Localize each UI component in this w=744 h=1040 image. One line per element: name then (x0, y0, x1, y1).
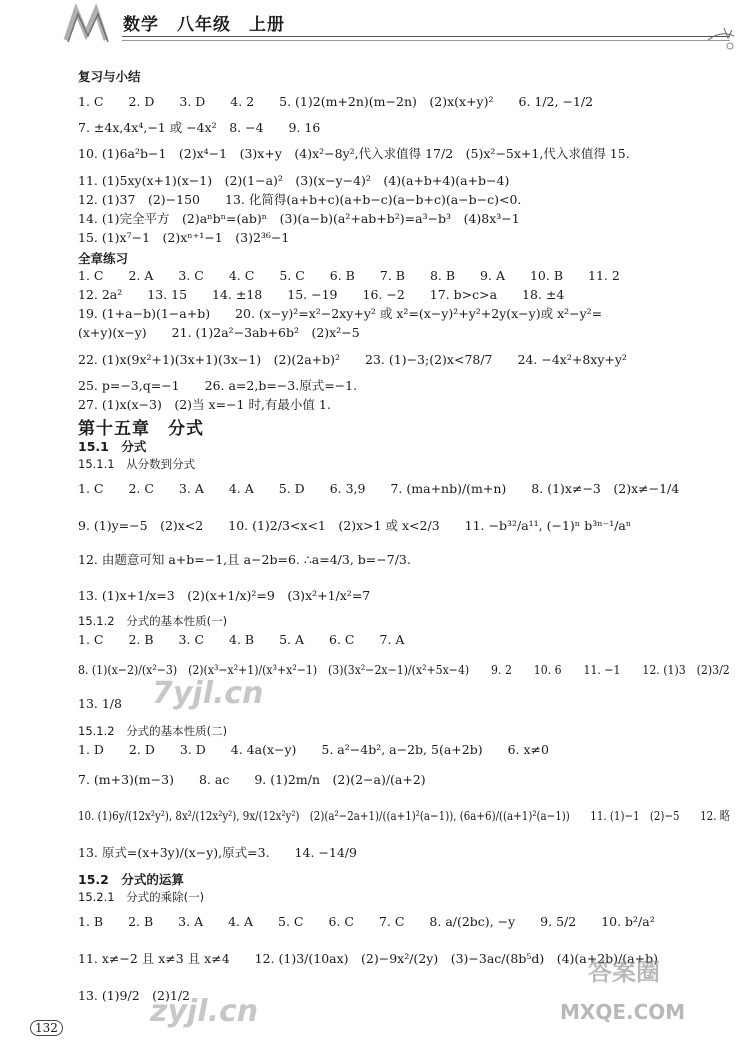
watermark-text: MXQE.COM (560, 1000, 686, 1024)
answer-line: 13. 原式=(x+3y)/(x−y),原式=3. 14. −14/9 (78, 845, 357, 860)
chapter-heading: 第十五章 分式 (78, 419, 204, 439)
answer-line: 14. (1)完全平方 (2)aⁿbⁿ=(ab)ⁿ (3)(a−b)(a²+ab+b²)=a³−b³ (4)8x³−1 (78, 211, 520, 226)
answer-line: 13. 1/8 (78, 696, 122, 711)
answer-line: 19. (1+a−b)(1−a+b) 20. (x−y)²=x²−2xy+y² 或 x²=(x−y)²+y²+2y(x−y)或 x²−y²= (78, 306, 603, 321)
answer-line: 9. (1)y=−5 (2)x<2 10. (1)2/3<x<1 (2)x>1 或 x<2/3 11. −b³²/a¹¹, (−1)ⁿ b³ⁿ⁻¹/aⁿ (78, 518, 632, 533)
chapter-logo-icon (62, 4, 120, 44)
answer-line: 7. ±4x,4x⁴,−1 或 −4x² 8. −4 9. 16 (78, 120, 321, 135)
section-heading: 全章练习 (78, 251, 129, 266)
answer-line: 12. (1)37 (2)−150 13. 化简得(a+b+c)(a+b−c)(a−b+c)(a−b−c)<0. (78, 192, 522, 207)
corner-ornament-icon (706, 26, 736, 52)
answer-line: 13. (1)9/2 (2)1/2 (78, 988, 190, 1003)
section-heading: 15.1.2 分式的基本性质(二) (78, 724, 228, 738)
answer-line: 13. (1)x+1/x=3 (2)(x+1/x)²=9 (3)x²+1/x²=7 (78, 588, 371, 603)
answer-line: 1. C 2. A 3. C 4. C 5. C 6. B 7. B 8. B 9. A 10. B 11. 2 (78, 268, 620, 283)
section-heading: 15.2.1 分式的乘除(一) (78, 890, 205, 904)
answer-line: 1. D 2. D 3. D 4. 4a(x−y) 5. a²−4b², a−2b, 5(a+2b) 6. x≠0 (78, 742, 549, 757)
answer-line: 1. B 2. B 3. A 4. A 5. C 6. C 7. C 8. a/(2bc), −y 9. 5/2 10. b²/a² (78, 914, 655, 929)
section-heading: 15.1.2 分式的基本性质(一) (78, 614, 228, 628)
section-heading: 15.2 分式的运算 (78, 872, 184, 887)
answer-line: 27. (1)x(x−3) (2)当 x=−1 时,有最小值 1. (78, 397, 331, 412)
answer-line: 10. (1)6y/(12x²y²), 8x²/(12x²y²), 9x/(12x²y²) (2)(a²−2a+1)/((a+1)²(a−1)), (6a+6)/((a+1)²(a−1)) 11. (1)−1 (2)−5 12. 略 (78, 808, 731, 823)
answer-line: 7. (m+3)(m−3) 8. ac 9. (1)2m/n (2)(2−a)/(a+2) (78, 772, 426, 787)
answer-line: 15. (1)x⁷−1 (2)xⁿ⁺¹−1 (3)2³⁶−1 (78, 230, 290, 245)
header-title: 数学 八年级 上册 (123, 15, 285, 35)
watermark-text: 答案圈 (588, 958, 660, 986)
answer-line: 12. 2a² 13. 15 14. ±18 15. −19 16. −2 17. b>c>a 18. ±4 (78, 287, 565, 302)
answer-line: 11. x≠−2 且 x≠3 且 x≠4 12. (1)3/(10ax) (2)−9x²/(2y) (3)−3ac/(8b⁵d) (4)(a+2b)/(a+b) (78, 951, 658, 966)
answer-line: (x+y)(x−y) 21. (1)2a²−3ab+6b² (2)x²−5 (78, 325, 360, 340)
answer-line: 12. 由题意可知 a+b=−1,且 a−2b=6. ∴a=4/3, b=−7/3. (78, 552, 411, 567)
page-number: 132 (30, 1020, 63, 1036)
answer-line: 25. p=−3,q=−1 26. a=2,b=−3.原式=−1. (78, 378, 358, 393)
answer-line: 1. C 2. D 3. D 4. 2 5. (1)2(m+2n)(m−2n) (2)x(x+y)² 6. 1/2, −1/2 (78, 94, 594, 109)
header-rule-thin (122, 40, 730, 41)
watermark-text: 7yjl.cn (152, 676, 264, 711)
answer-line: 22. (1)x(9x²+1)(3x+1)(3x−1) (2)(2a+b)² 23. (1)−3;(2)x<78/7 24. −4x²+8xy+y² (78, 352, 627, 367)
header-rule (122, 36, 730, 37)
answer-line: 8. (1)(x−2)/(x²−3) (2)(x³−x²+1)/(x³+x²−1) (3)(3x²−2x−1)/(x²+5x−4) 9. 2 10. 6 11. −1 12. (1)3 (2)3/2 (78, 662, 730, 677)
answer-line: 11. (1)5xy(x+1)(x−1) (2)(1−a)² (3)(x−y−4)² (4)(a+b+4)(a+b−4) (78, 173, 510, 188)
section-heading: 复习与小结 (78, 69, 141, 84)
answer-line: 1. C 2. C 3. A 4. A 5. D 6. 3,9 7. (ma+nb)/(m+n) 8. (1)x≠−3 (2)x≠−1/4 (78, 481, 680, 496)
section-heading: 15.1.1 从分数到分式 (78, 457, 196, 471)
answer-line: 10. (1)6a²b−1 (2)x⁴−1 (3)x+y (4)x²−8y²,代入求值得 17/2 (5)x²−5x+1,代入求值得 15. (78, 146, 630, 161)
section-heading: 15.1 分式 (78, 439, 147, 454)
answer-line: 1. C 2. B 3. C 4. B 5. A 6. C 7. A (78, 632, 405, 647)
watermark-text: zyjl.cn (150, 994, 259, 1029)
